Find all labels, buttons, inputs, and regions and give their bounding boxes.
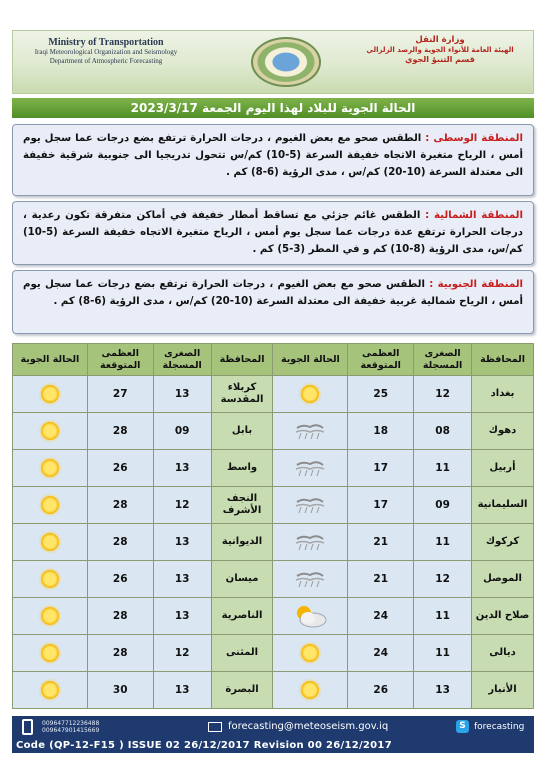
dust-icon (293, 458, 327, 478)
weather-cell (13, 598, 88, 635)
region-south (12, 270, 534, 334)
ministry-name-ar: وزارة النقل (415, 35, 465, 45)
province-name: السليمانية (472, 487, 534, 524)
english-header (21, 37, 191, 66)
weather-cell (13, 487, 88, 524)
min-temp: 12 (414, 561, 472, 598)
weather-cell (13, 672, 88, 709)
table-body (13, 376, 534, 709)
envelope-icon (208, 722, 222, 732)
header-weather: الحالة الجوية (273, 344, 348, 376)
table-row (13, 561, 534, 598)
header-max-temp: العظمى المتوقعة (348, 344, 414, 376)
dust-icon (293, 495, 327, 515)
phone-number: 009647712236488 (42, 720, 100, 727)
dust-icon (293, 569, 327, 589)
phone-icon (22, 719, 33, 735)
table-row (13, 450, 534, 487)
min-temp: 13 (153, 376, 211, 413)
province-temperature-table (12, 343, 534, 709)
max-temp: 24 (348, 635, 414, 672)
sun-icon (41, 459, 59, 477)
weather-cell (13, 376, 88, 413)
dust-icon (293, 532, 327, 552)
max-temp: 27 (87, 376, 153, 413)
max-temp: 21 (348, 561, 414, 598)
table-row (13, 487, 534, 524)
table-header-row (13, 344, 534, 376)
min-temp: 13 (153, 450, 211, 487)
sun-icon (41, 533, 59, 551)
weather-cell (273, 524, 348, 561)
table-row (13, 376, 534, 413)
sun-icon (41, 681, 59, 699)
province-name: كربلاء المقدسة (211, 376, 273, 413)
min-temp: 12 (153, 487, 211, 524)
max-temp: 26 (87, 450, 153, 487)
max-temp: 28 (87, 524, 153, 561)
max-temp: 28 (87, 635, 153, 672)
max-temp: 17 (348, 487, 414, 524)
min-temp: 11 (414, 524, 472, 561)
max-temp: 25 (348, 376, 414, 413)
province-name: ديالى (472, 635, 534, 672)
min-temp: 13 (414, 672, 472, 709)
organization-name-ar: الهيئة العامة للأنواء الجوية والرصد الزلزالي (366, 46, 514, 54)
region-name: المنطقة الوسطى : (425, 133, 524, 144)
weather-cell (273, 561, 348, 598)
weather-cell (273, 598, 348, 635)
organization-name-en: Iraqi Meteorological Organization and Seismology (34, 48, 178, 56)
min-temp: 13 (153, 672, 211, 709)
weather-cell (13, 524, 88, 561)
dust-icon (293, 421, 327, 441)
document-code-bar: Code (QP-12-F15 ) ISSUE 02 26/12/2017 Revision 00 26/12/2017 (12, 738, 534, 753)
province-name: الديوانية (211, 524, 273, 561)
header-max-temp: العظمى المتوقعة (87, 344, 153, 376)
weather-cell (273, 413, 348, 450)
department-name-en: Department of Atmospheric Forecasting (49, 57, 163, 65)
weather-cell (13, 561, 88, 598)
sun-icon (41, 644, 59, 662)
weather-cell (13, 413, 88, 450)
organization-logo-icon (251, 37, 321, 87)
min-temp: 12 (414, 376, 472, 413)
min-temp: 11 (414, 450, 472, 487)
table-row (13, 524, 534, 561)
weather-cell (273, 672, 348, 709)
sun-icon (41, 607, 59, 625)
partly-cloudy-icon (291, 603, 329, 629)
min-temp: 11 (414, 598, 472, 635)
max-temp: 28 (87, 487, 153, 524)
sun-icon (301, 644, 319, 662)
weather-cell (13, 635, 88, 672)
region-name: المنطقة الجنوبية : (429, 279, 524, 290)
phone-numbers (42, 720, 99, 734)
weather-cell (273, 450, 348, 487)
sun-icon (41, 422, 59, 440)
header-province: المحافظة (211, 344, 273, 376)
province-name: المثنى (211, 635, 273, 672)
min-temp: 13 (153, 598, 211, 635)
region-forecast-text: الطقس غائم جزئي مع تساقط أمطار خفيفة في أماكن متفرقة تكون رعدية ، درجات الحرارة ترتفع عدة درجات عما سجل يوم أمس ، الرياح متغيرة الاتجاه خفيفة السرعة (5-10) كم/س، مدى الرؤية (8-10) كم و في المطر (3-5) كم . (23, 210, 523, 255)
letterhead (12, 30, 534, 94)
province-name: واسط (211, 450, 273, 487)
sun-icon (41, 496, 59, 514)
region-name: المنطقة الشمالية : (425, 210, 523, 221)
max-temp: 28 (87, 413, 153, 450)
max-temp: 18 (348, 413, 414, 450)
province-name: الموصل (472, 561, 534, 598)
department-name-ar: قسم التنبؤ الجوي (405, 55, 475, 64)
max-temp: 30 (87, 672, 153, 709)
min-temp: 09 (414, 487, 472, 524)
province-name: ميسان (211, 561, 273, 598)
min-temp: 13 (153, 524, 211, 561)
region-north (12, 201, 534, 265)
weather-cell (13, 450, 88, 487)
sun-icon (41, 385, 59, 403)
header-min-temp: الصغرى المسجلة (153, 344, 211, 376)
table-row (13, 672, 534, 709)
province-name: صلاح الدين (472, 598, 534, 635)
province-name: الأنبار (472, 672, 534, 709)
province-name: النجف الأشرف (211, 487, 273, 524)
ministry-name-en: Ministry of Transportation (48, 37, 164, 48)
header-weather: الحالة الجوية (13, 344, 88, 376)
province-name: كركوك (472, 524, 534, 561)
province-name: أربيل (472, 450, 534, 487)
phone-number: 009647901415669 (42, 727, 100, 734)
table-row (13, 598, 534, 635)
sun-icon (301, 385, 319, 403)
table-row (13, 635, 534, 672)
max-temp: 21 (348, 524, 414, 561)
sun-icon (301, 681, 319, 699)
min-temp: 08 (414, 413, 472, 450)
email-link[interactable]: forecasting@meteoseism.gov.iq (228, 721, 389, 732)
max-temp: 26 (348, 672, 414, 709)
header-province: المحافظة (472, 344, 534, 376)
province-name: الناصرية (211, 598, 273, 635)
min-temp: 11 (414, 635, 472, 672)
max-temp: 17 (348, 450, 414, 487)
max-temp: 28 (87, 598, 153, 635)
weather-cell (273, 635, 348, 672)
province-name: بابل (211, 413, 273, 450)
region-forecast-text: الطقس صحو مع بعض الغيوم ، درجات الحرارة ترتفع بضع درجات عما سجل يوم أمس ، الرياح شمالية غربية خفيفة الى معتدلة السرعة (10-20) كم/س ، مدى الرؤية (6-8) كم . (23, 279, 523, 307)
province-name: البصرة (211, 672, 273, 709)
arabic-header (355, 35, 525, 64)
province-name: دهوك (472, 413, 534, 450)
province-name: بغداد (472, 376, 534, 413)
skype-handle[interactable]: forecasting (474, 722, 525, 732)
region-forecast-text: الطقس صحو مع بعض الغيوم ، درجات الحرارة ترتفع بضع درجات عما سجل يوم أمس ، الرياح متغيرة الاتجاه خفيفة السرعة (5-10) كم/س تتحول تدريجيا الى جنوبية شرقية خفيفة الى معتدلة السرعة (10-20) كم/س ، مدى الرؤية (6-8) كم . (23, 133, 523, 178)
min-temp: 13 (153, 561, 211, 598)
max-temp: 26 (87, 561, 153, 598)
weather-cell (273, 487, 348, 524)
region-central (12, 124, 534, 196)
header-min-temp: الصغرى المسجلة (414, 344, 472, 376)
bulletin-title: الحالة الجوية للبلاد لهذا اليوم الجمعة 2023/3/17 (12, 98, 534, 118)
contact-footer (12, 716, 534, 738)
skype-icon: S (456, 720, 469, 733)
weather-cell (273, 376, 348, 413)
min-temp: 09 (153, 413, 211, 450)
table-row (13, 413, 534, 450)
sun-icon (41, 570, 59, 588)
min-temp: 12 (153, 635, 211, 672)
max-temp: 24 (348, 598, 414, 635)
